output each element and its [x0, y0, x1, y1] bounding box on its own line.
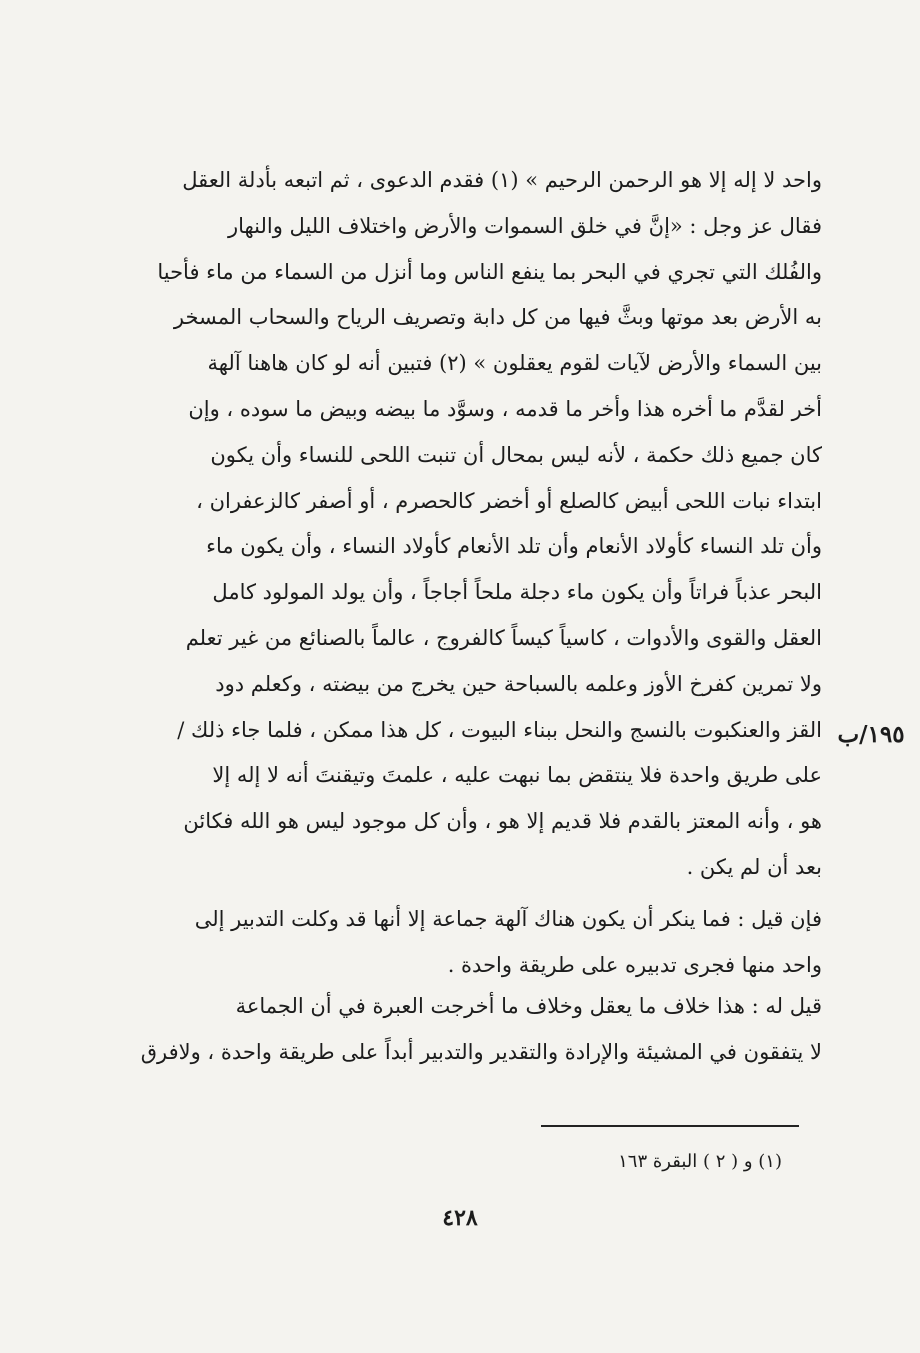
paragraph-1 — [132, 158, 822, 891]
text-line: فقال عز وجل : «إنَّ في خلق السموات والأرض واختلاف الليل والنهار — [227, 213, 822, 238]
text-line: أخر لقدَّم ما أخره هذا وأخر ما قدمه ، وسوَّد ما بيضه وبيض ما سوده ، وإن — [188, 396, 822, 421]
text-line: ابتداء نبات اللحى أبيض كالصلع أو أخضر كالحصرم ، أو أصفر كالزعفران ، — [196, 488, 822, 513]
text-line: كان جميع ذلك حكمة ، لأنه ليس بمحال أن تنبت اللحى للنساء وأن يكون — [210, 442, 822, 467]
footnote: (١) و ( ٢ ) البقرة ١٦٣ — [618, 1151, 782, 1172]
text-line: على طريق واحدة فلا ينتقض بما نبهت عليه ، علمتَ وتيقنتَ أنه لا إله إلا — [212, 763, 822, 788]
text-line: واحد لا إله إلا هو الرحمن الرحيم » (١) فقدم الدعوى ، ثم اتبعه بأدلة العقل — [182, 168, 822, 192]
margin-folio-marker: ١٩٥/ب — [837, 721, 905, 748]
text-line: والفُلك التي تجري في البحر بما ينفع الناس وما أنزل من السماء من ماء فأحيا — [157, 259, 822, 284]
text-line: بعد أن لم يكن . — [686, 854, 822, 879]
text-line: هو ، وأنه المعتز بالقدم فلا قديم إلا هو ، وأن كل موجود ليس هو الله فكائن — [183, 809, 822, 834]
text-line: قيل له : هذا خلاف ما يعقل وخلاف ما أخرجت العبرة في أن الجماعة — [235, 994, 822, 1018]
paragraph-2 — [132, 897, 822, 989]
text-line: ولا تمرين كفرخ الأوز وعلمه بالسباحة حين يخرج من بيضته ، وكعلم دود — [215, 671, 822, 696]
footnote-divider — [541, 1125, 799, 1127]
text-line: القز والعنكبوت بالنسج والنحل ببناء البيوت ، كل هذا ممكن ، فلما جاء ذلك / — [177, 717, 822, 742]
text-line: به الأرض بعد موتها وبثَّ فيها من كل دابة وتصريف الرياح والسحاب المسخر — [173, 305, 822, 330]
text-line: وأن تلد النساء كأولاد الأنعام وأن تلد الأنعام كأولاد النساء ، وأن يكون ماء — [206, 534, 822, 559]
text-line: لا يتفقون في المشيئة والإرادة والتقدير والتدبير أبداً على طريقة واحدة ، ولافرق — [140, 1039, 822, 1064]
paragraph-3 — [132, 984, 822, 1076]
page-number: ٤٢٨ — [442, 1205, 478, 1231]
text-line: واحد منها فجرى تدبيره على طريقة واحدة . — [447, 952, 822, 977]
text-line: فإن قيل : فما ينكر أن يكون هناك آلهة جماعة إلا أنها قد وكلت التدبير إلى — [194, 907, 822, 931]
text-line: بين السماء والأرض لآيات لقوم يعقلون » (٢) فتبين أنه لو كان هاهنا آلهة — [207, 351, 822, 376]
text-line: البحر عذباً فراتاً وأن يكون ماء دجلة ملحاً أجاجاً ، وأن يولد المولود كامل — [212, 580, 822, 605]
text-line: العقل والقوى والأدوات ، كاسياً كيساً كالفروج ، عالماً بالصنائع من غير تعلم — [185, 625, 822, 650]
